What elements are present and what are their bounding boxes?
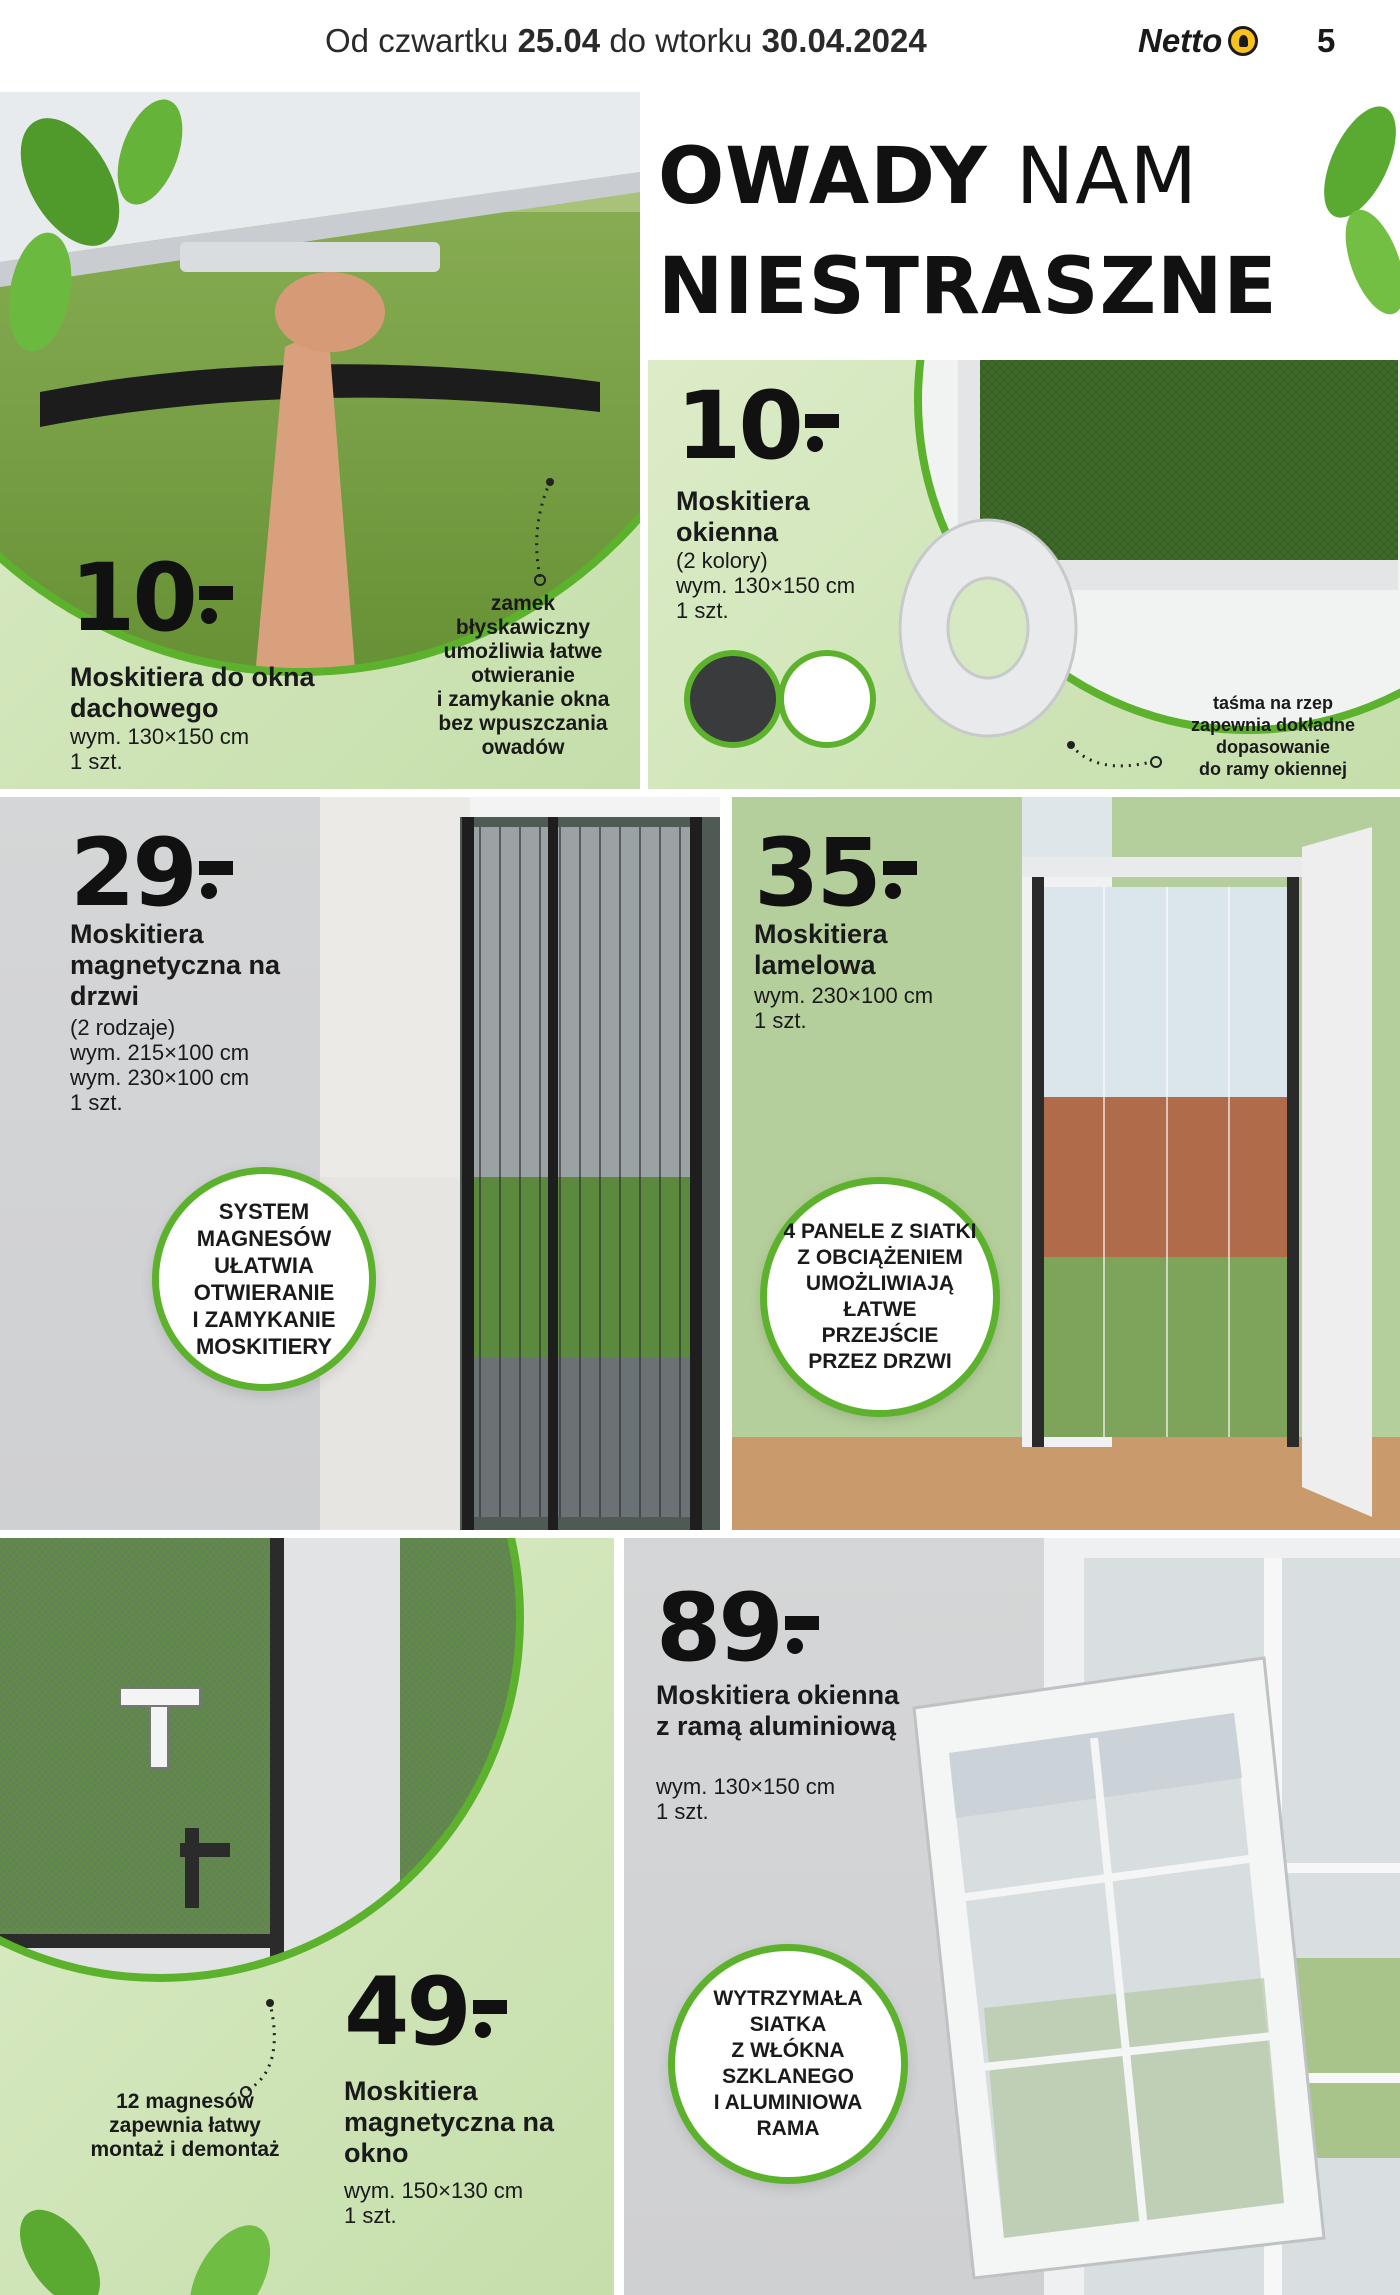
spec-line: 1 szt. [754, 1008, 807, 1033]
product-spec-aluminium-window [656, 1774, 835, 1824]
spec-line: wym. 230×100 cm [754, 983, 934, 1008]
price-value: 29 [70, 819, 195, 928]
headline-area [640, 92, 1400, 360]
bubble-line: 4 PANELE Z SIATKI [783, 1220, 977, 1243]
product-panel-roof-window [0, 92, 640, 789]
product-panel-magnetic-door [0, 797, 720, 1530]
color-swatch-white [778, 650, 876, 748]
callout-magnets [55, 2090, 315, 2162]
headline-line-1 [658, 132, 1198, 222]
spec-line: (2 rodzaje) [70, 1015, 176, 1040]
product-spec-lamella [754, 983, 933, 1033]
callout-line: otwieranie [471, 664, 575, 687]
product-spec-magnetic-door [70, 1015, 249, 1115]
bubble-line: Z WŁÓKNA [731, 2039, 845, 2062]
price-dash [199, 861, 233, 875]
callout-line: bez wpuszczania [438, 712, 608, 735]
spec-line: wym. 130×150 cm [656, 1774, 836, 1799]
callout-line: błyskawiczny [455, 616, 591, 639]
spec-line: wym. 230×100 cm [70, 1065, 250, 1090]
price-dash [883, 861, 917, 875]
callout-line: do ramy okiennej [1198, 759, 1348, 779]
date-start: 25.04 [517, 22, 601, 59]
spec-line: wym. 130×150 cm [676, 573, 856, 598]
callout-line: dopasowanie [1215, 737, 1331, 757]
price-dash [199, 586, 233, 600]
product-name-roof-window: Moskitiera do okna dachowego [70, 662, 315, 723]
bubble-line: SIATKA [749, 2013, 827, 2036]
product-spec-roof-window [70, 724, 249, 774]
scottie-dog-icon [1228, 26, 1258, 56]
product-panel-lamella [732, 797, 1400, 1530]
color-swatch-graphite [684, 650, 782, 748]
callout-velcro [1148, 692, 1398, 780]
price-lamella [754, 819, 917, 928]
validity-dates [325, 22, 927, 60]
bubble-line: UMOŻLIWIAJĄ [805, 1272, 955, 1295]
price-value: 10 [70, 544, 195, 653]
spec-line: 1 szt. [70, 1090, 123, 1115]
dotted-pointer-icon [240, 1998, 290, 2098]
product-name-magnetic-door: Moskitiera magnetyczna na drzwi [70, 919, 281, 1011]
product-name-lamella: Moskitiera lamelowa [754, 919, 888, 980]
leaf-decoration-icon [1280, 92, 1400, 360]
spec-line: wym. 150×130 cm [344, 2178, 524, 2203]
callout-line: zamek [490, 592, 556, 615]
date-end: 30.04.2024 [761, 22, 927, 59]
price-value: 35 [754, 819, 879, 928]
callout-line: taśma na rzep [1212, 693, 1334, 713]
brand-name: Netto [1138, 22, 1223, 59]
spec-line: wym. 215×100 cm [70, 1040, 250, 1065]
bubble-line: I ZAMYKANIE [192, 1307, 336, 1332]
price-dash [785, 1616, 819, 1630]
callout-zipper [408, 592, 638, 760]
product-panel-window-screen [648, 360, 1400, 789]
price-dash [805, 414, 839, 428]
headline-line-2: NIESTRASZNE [658, 242, 1278, 332]
callout-line: umożliwia łatwe [443, 640, 603, 663]
product-panel-magnetic-window [0, 1538, 614, 2295]
product-name-magnetic-window: Moskitiera magnetyczna na okno [344, 2076, 555, 2168]
price-value: 89 [656, 1574, 781, 1683]
bubble-line: PRZEZ DRZWI [808, 1350, 952, 1373]
callout-line: 12 magnesów [116, 2090, 254, 2113]
callout-line: montaż i demontaż [90, 2138, 280, 2161]
price-window-screen [676, 372, 839, 481]
product-name-aluminium-window: Moskitiera okienna z ramą aluminiową [656, 1680, 900, 1741]
bubble-line: MAGNESÓW [196, 1226, 332, 1251]
bubble-line: I ALUMINIOWA [713, 2091, 863, 2114]
feature-bubble-magnets [152, 1167, 376, 1391]
callout-line: zapewnia dokładne [1190, 715, 1356, 735]
spec-line: 1 szt. [676, 598, 729, 623]
spec-line: (2 kolory) [676, 548, 768, 573]
feature-bubble-fiberglass [668, 1944, 908, 2184]
price-magnetic-door [70, 819, 233, 928]
spec-line: wym. 130×150 cm [70, 724, 250, 749]
callout-line: owadów [481, 736, 565, 759]
bubble-line: ŁATWE PRZEJŚCIE [821, 1298, 939, 1347]
feature-bubble-panels [760, 1177, 1000, 1417]
headline-thin: NAM [1015, 132, 1198, 222]
spec-line: 1 szt. [344, 2203, 397, 2228]
spec-line: 1 szt. [70, 749, 123, 774]
date-middle: do wtorku [609, 22, 753, 59]
date-prefix: Od czwartku [325, 22, 509, 59]
price-aluminium-window [656, 1574, 819, 1683]
spec-line: 1 szt. [656, 1799, 709, 1824]
netto-logo [1138, 22, 1258, 60]
callout-line: i zamykanie okna [436, 688, 610, 711]
price-value: 10 [676, 372, 801, 481]
bubble-line: MOSKITIERY [195, 1334, 333, 1359]
bubble-line: SYSTEM [218, 1199, 310, 1224]
product-spec-magnetic-window [344, 2178, 523, 2228]
bubble-line: UŁATWIA [214, 1253, 314, 1278]
bubble-line: SZKLANEGO [722, 2065, 854, 2088]
product-spec-window-screen [676, 548, 855, 623]
bubble-line: RAMA [756, 2117, 820, 2140]
page-header [0, 0, 1400, 92]
bubble-line: Z OBCIĄŻENIEM [797, 1246, 963, 1269]
price-roof-window [70, 544, 233, 653]
price-value: 49 [344, 1958, 469, 2067]
callout-line: zapewnia łatwy [109, 2114, 261, 2137]
bubble-line: OTWIERANIE [193, 1280, 335, 1305]
price-dash [473, 2000, 507, 2014]
page-number: 5 [1317, 22, 1336, 59]
product-name-window-screen: Moskitiera okienna [676, 486, 810, 547]
price-magnetic-window [344, 1958, 507, 2067]
dotted-pointer-icon [520, 477, 560, 587]
headline-bold: OWADY [658, 132, 988, 222]
product-panel-aluminium-window [624, 1538, 1400, 2295]
bubble-line: WYTRZYMAŁA [713, 1987, 863, 2010]
